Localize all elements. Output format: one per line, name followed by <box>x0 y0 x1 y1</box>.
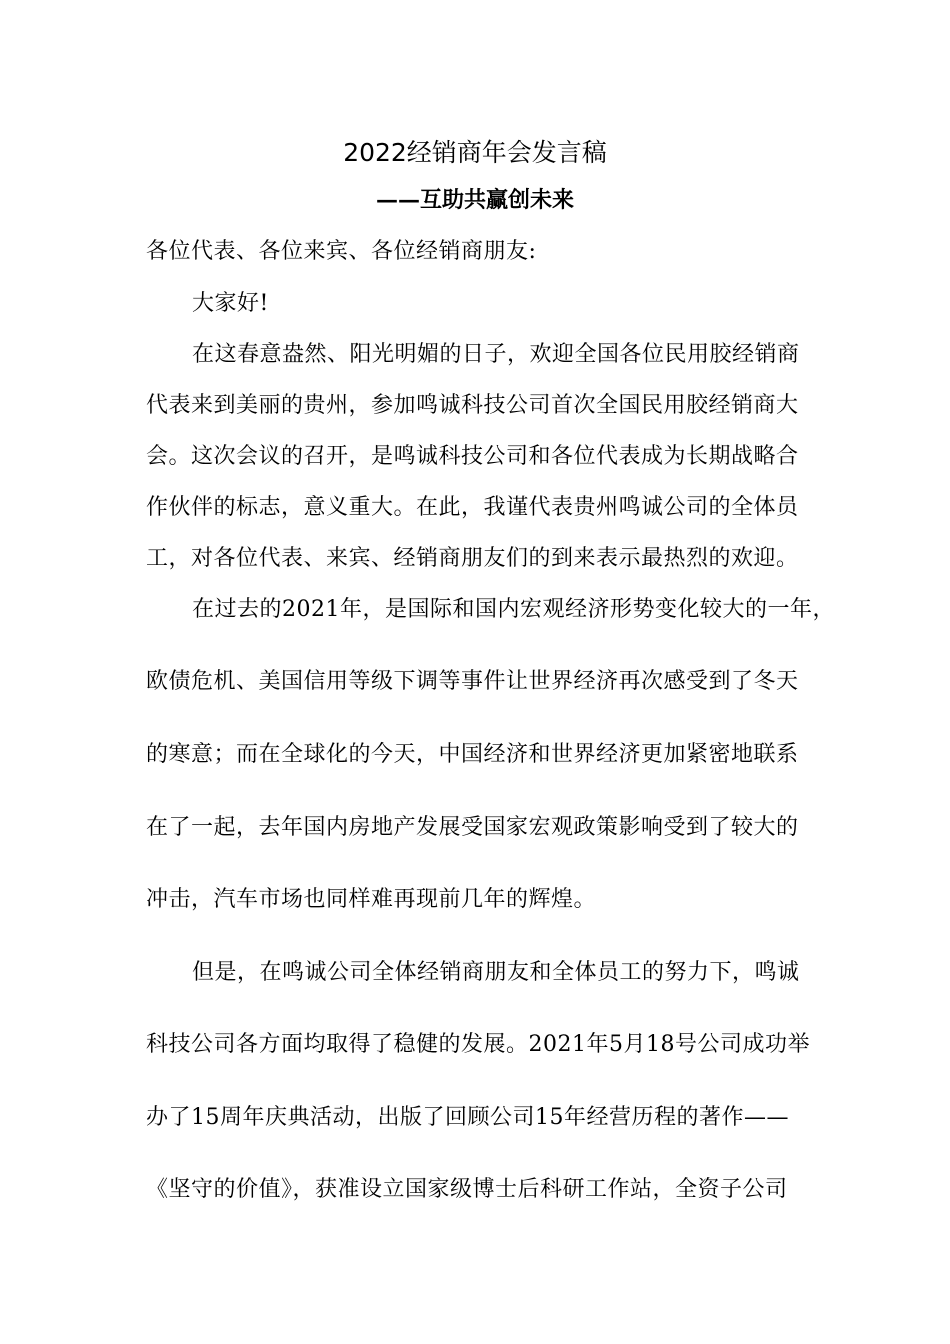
body-line: 工，对各位代表、来宾、经销商朋友们的到来表示最热烈的欢迎。 <box>146 546 799 571</box>
body-line: 科技公司各方面均取得了稳健的发展。2021年5月18号公司成功举 <box>146 1032 810 1057</box>
body-line: 在了一起，去年国内房地产发展受国家宏观政策影响受到了较大的 <box>146 815 799 840</box>
body-line: 欧债危机、美国信用等级下调等事件让世界经济再次感受到了冬天 <box>146 669 799 694</box>
greeting-line: 大家好! <box>192 291 269 316</box>
body-line: 代表来到美丽的贵州，参加鸣诚科技公司首次全国民用胶经销商大 <box>146 393 799 418</box>
body-line: 作伙伴的标志，意义重大。在此，我谨代表贵州鸣诚公司的全体员 <box>146 495 799 520</box>
body-line: 《坚守的价值》，获准设立国家级博士后科研工作站，全资子公司 <box>146 1177 788 1202</box>
salutation-line: 各位代表、各位来宾、各位经销商朋友: <box>146 239 537 264</box>
body-line: 办了15周年庆典活动，出版了回顾公司15年经营历程的著作—— <box>146 1105 789 1130</box>
document-subtitle: ——互助共赢创未来 <box>375 187 574 213</box>
body-line: 但是，在鸣诚公司全体经销商朋友和全体员工的努力下，鸣诚 <box>192 960 800 985</box>
body-line: 会。这次会议的召开，是鸣诚科技公司和各位代表成为长期战略合 <box>146 444 799 469</box>
body-line: 的寒意；而在全球化的今天，中国经济和世界经济更加紧密地联系 <box>146 742 799 767</box>
body-line: 在这春意盎然、阳光明媚的日子，欢迎全国各位民用胶经销商 <box>192 342 800 367</box>
body-line: 在过去的2021年，是国际和国内宏观经济形势变化较大的一年， <box>192 597 835 622</box>
body-line: 冲击，汽车市场也同样难再现前几年的辉煌。 <box>146 887 597 912</box>
document-title: 2022经销商年会发言稿 <box>343 138 607 167</box>
